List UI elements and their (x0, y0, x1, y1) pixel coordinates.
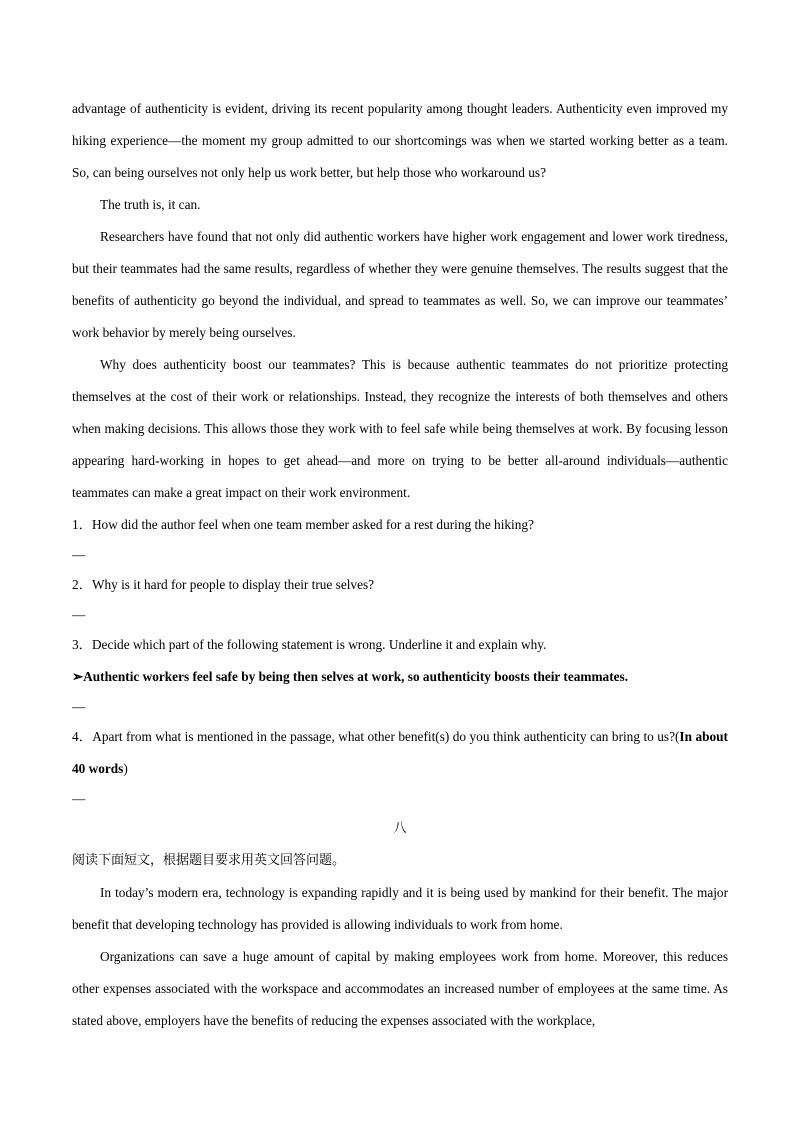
paragraph-researchers: Researchers have found that not only did authentic workers have higher work engagement and lower work tiredness, but their teammates had the same results, regardless of whether they were genuine themselves. The results suggest that the benefits of authenticity go beyond the individual, and spread to teammates as well. So, we can improve our teammates’ work behavior by merely being ourselves. (72, 229, 728, 340)
paragraph-organizations: Organizations can save a huge amount of capital by making employees work from home. Moreover, this reduces other expenses associated with the workspace and accommodates an increased number of employees at the same time. As stated above, employers have the benefits of reducing the expenses associated with the workplace, (72, 949, 728, 1028)
paragraph-authenticity-advantage: advantage of authenticity is evident, driving its recent popularity among thought leaders. Authenticity even improved my hiking experience—the moment my group admitted to our shortcomings was when we started working better as a team. So, can being ourselves not only help us work better, but help those who workaround us? (72, 101, 728, 180)
answer-line-4: — (72, 791, 86, 806)
question-3-statement (72, 661, 728, 693)
answer-line-3: — (72, 699, 86, 714)
question-1: 1．How did the author feel when one team member asked for a rest during the hiking? (72, 517, 534, 532)
statement-text: Authentic workers feel safe by being then selves at work, so authenticity boosts their teammates. (83, 669, 629, 684)
question-2: 2．Why is it hard for people to display their true selves? (72, 577, 375, 592)
paragraph-why-boost: Why does authenticity boost our teammates? This is because authentic teammates do not prioritize protecting themselves at the cost of their work or relationships. Instead, they recognize the interests of both themselves and others when making decisions. This allows those they work with to feel safe while being themselves at work. By focusing lesson appearing hard-working in hopes to get ahead—and more on trying to be better all-around individuals—authentic teammates can make a great impact on their work environment. (72, 357, 728, 500)
section-heading: 八 (393, 821, 407, 836)
answer-line-1: — (72, 547, 86, 562)
paragraph-technology: In today’s modern era, technology is expanding rapidly and it is being used by mankind for their benefit. The major benefit that developing technology has provided is allowing individuals to work from home. (72, 885, 728, 932)
paragraph-truth: The truth is, it can. (100, 197, 201, 212)
page-content (72, 93, 728, 1037)
question-3: 3．Decide which part of the following statement is wrong. Underline it and explain why. (72, 637, 547, 652)
answer-line-2: — (72, 607, 86, 622)
question-4-word-limit: In about 40 words (72, 729, 728, 776)
arrow-bullet-icon: ➢ (72, 669, 84, 684)
question-4-close: ) (123, 761, 128, 776)
question-4 (72, 721, 728, 785)
section-instruction: 阅读下面短文，根据题目要求用英文回答问题。 (72, 853, 346, 868)
question-4-text: 4．Apart from what is mentioned in the passage, what other benefit(s) do you think authenticity can bring to us?( (72, 729, 680, 744)
